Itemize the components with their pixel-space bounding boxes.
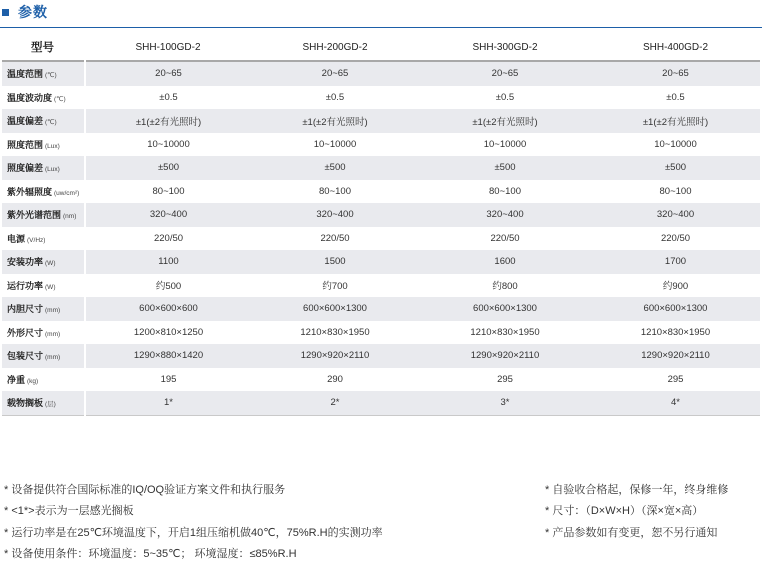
row-label-text: 温度偏差 [7, 116, 44, 127]
table-cell: 1100 [85, 250, 251, 274]
table-cell: 约800 [419, 274, 591, 298]
table-row [2, 203, 760, 227]
table-row [2, 344, 760, 368]
table-cell: 1600 [419, 250, 591, 274]
notes-right [545, 480, 728, 544]
row-label-text: 紫外辐照度 [7, 186, 53, 197]
table-cell: 600×600×1300 [251, 297, 419, 321]
row-label [2, 86, 85, 110]
table-cell: 320~400 [591, 203, 760, 227]
table-row [2, 274, 760, 298]
row-label [2, 297, 85, 321]
row-label [2, 391, 85, 415]
header-divider [0, 27, 762, 28]
table-cell: ±500 [591, 156, 760, 180]
table-row [2, 180, 760, 204]
table-cell: 1290×920×2110 [591, 344, 760, 368]
table-row [2, 297, 760, 321]
table-cell: ±1(±2有光照时) [419, 109, 591, 133]
section-title: 参数 [18, 4, 48, 20]
note-item: * 设备提供符合国际标准的IQ/OQ验证方案文件和执行服务 [4, 484, 286, 496]
table-cell: ±500 [419, 156, 591, 180]
table-row [2, 321, 760, 345]
row-label [2, 180, 85, 204]
table-cell: 10~10000 [251, 133, 419, 157]
table-cell: ±1(±2有光照时) [591, 109, 760, 133]
table-row [2, 368, 760, 392]
table-cell: 10~10000 [419, 133, 591, 157]
table-cell: 20~65 [419, 61, 591, 86]
table-row [2, 156, 760, 180]
row-label-text: 载物搁板 [7, 398, 44, 409]
column-header-model-2: SHH-200GD-2 [251, 34, 419, 61]
table-cell: 600×600×1300 [591, 297, 760, 321]
note-item: * 运行功率是在25℃环境温度下，开启1组压缩机做40℃，75%R.H的实测功率 [4, 526, 383, 539]
table-cell: 10~10000 [591, 133, 760, 157]
row-label-unit: (mm) [45, 330, 61, 338]
row-label-unit: (kg) [27, 377, 39, 385]
table-cell: 1* [85, 391, 251, 415]
table-cell: 220/50 [591, 227, 760, 251]
notes-left [4, 480, 383, 565]
table-cell: 1700 [591, 250, 760, 274]
row-label-text: 安装功率 [7, 257, 44, 268]
table-cell: 80~100 [419, 180, 591, 204]
row-label [2, 133, 85, 157]
table-cell: 1290×920×2110 [251, 344, 419, 368]
table-row [2, 133, 760, 157]
table-row [2, 109, 760, 133]
row-label-unit: (nm) [63, 213, 77, 221]
row-label [2, 274, 85, 298]
table-cell: ±1(±2有光照时) [251, 109, 419, 133]
table-cell: ±500 [251, 156, 419, 180]
section-header [2, 0, 48, 24]
table-cell: 320~400 [85, 203, 251, 227]
table-cell: 1290×920×2110 [419, 344, 591, 368]
row-label-unit: (层) [45, 401, 56, 409]
row-label-unit: (W) [45, 283, 56, 291]
row-label-text: 照度偏差 [7, 163, 44, 174]
table-cell: 20~65 [85, 61, 251, 86]
spec-table-body [2, 61, 760, 415]
table-cell: ±1(±2有光照时) [85, 109, 251, 133]
column-header-model: 型号 [2, 34, 85, 61]
table-cell: 220/50 [251, 227, 419, 251]
table-row [2, 250, 760, 274]
note-item: * 尺寸：（D×W×H）（深×宽×高） [545, 505, 704, 518]
table-cell: 20~65 [251, 61, 419, 86]
row-label [2, 227, 85, 251]
row-label-text: 运行功率 [7, 280, 44, 291]
row-label [2, 344, 85, 368]
table-cell: 约900 [591, 274, 760, 298]
row-label-text: 外形尺寸 [7, 327, 44, 338]
row-label [2, 321, 85, 345]
table-row [2, 227, 760, 251]
row-label-unit: (W) [45, 260, 56, 268]
table-cell: 195 [85, 368, 251, 392]
table-cell: 600×600×600 [85, 297, 251, 321]
table-cell: 4* [591, 391, 760, 415]
row-label-text: 电源 [7, 233, 26, 244]
row-label [2, 250, 85, 274]
note-item: * <1*>表示为一层感光搁板 [4, 505, 134, 518]
table-cell: 10~10000 [85, 133, 251, 157]
row-label-text: 包装尺寸 [7, 351, 44, 362]
row-label-unit: (Lux) [45, 142, 60, 150]
row-label-text: 温度范围 [7, 69, 44, 80]
column-header-model-4: SHH-400GD-2 [591, 34, 760, 61]
note-item: * 设备使用条件：环境温度：5~35℃； 环境湿度：≤85%R.H [4, 547, 297, 560]
table-cell: ±0.5 [251, 86, 419, 110]
table-cell: 320~400 [251, 203, 419, 227]
note-item: * 自验收合格起，保修一年，终身维修 [545, 484, 729, 496]
table-cell: ±0.5 [591, 86, 760, 110]
row-label-text: 紫外光谱范围 [7, 210, 62, 221]
row-label-text: 温度波动度 [7, 92, 53, 103]
table-cell: 1210×830×1950 [591, 321, 760, 345]
row-label-text: 净重 [7, 374, 26, 385]
table-cell: ±0.5 [85, 86, 251, 110]
row-label-unit: (V/Hz) [27, 236, 46, 244]
table-cell: ±500 [85, 156, 251, 180]
column-header-model-1: SHH-100GD-2 [85, 34, 251, 61]
table-header-row [2, 34, 760, 61]
row-label-unit: (Lux) [45, 166, 60, 174]
row-label-unit: (℃) [45, 72, 57, 80]
row-label-unit: (℃) [45, 119, 57, 127]
table-cell: 约500 [85, 274, 251, 298]
table-cell: 80~100 [251, 180, 419, 204]
row-label-unit: (℃) [54, 95, 66, 103]
row-label [2, 368, 85, 392]
table-cell: 290 [251, 368, 419, 392]
row-label [2, 109, 85, 133]
note-item: * 产品参数如有变更，恕不另行通知 [545, 526, 718, 539]
table-cell: 600×600×1300 [419, 297, 591, 321]
row-label [2, 203, 85, 227]
row-label-unit: (uw/cm²) [54, 189, 80, 197]
table-cell: 1210×830×1950 [251, 321, 419, 345]
table-cell: 1210×830×1950 [419, 321, 591, 345]
table-cell: 80~100 [85, 180, 251, 204]
section-marker-icon [2, 9, 9, 16]
row-label-unit: (mm) [45, 307, 61, 315]
table-cell: 3* [419, 391, 591, 415]
table-row [2, 61, 760, 86]
row-label-unit: (mm) [45, 354, 61, 362]
row-label [2, 61, 85, 86]
table-cell: 1290×880×1420 [85, 344, 251, 368]
row-label [2, 156, 85, 180]
table-cell: 320~400 [419, 203, 591, 227]
table-cell: 1200×810×1250 [85, 321, 251, 345]
spec-table [2, 34, 760, 416]
table-cell: ±0.5 [419, 86, 591, 110]
table-cell: 80~100 [591, 180, 760, 204]
table-cell: 2* [251, 391, 419, 415]
table-cell: 220/50 [85, 227, 251, 251]
table-cell: 295 [419, 368, 591, 392]
table-cell: 295 [591, 368, 760, 392]
table-cell: 20~65 [591, 61, 760, 86]
row-label-text: 内胆尺寸 [7, 304, 44, 315]
table-cell: 1500 [251, 250, 419, 274]
row-label-text: 照度范围 [7, 139, 44, 150]
table-row [2, 86, 760, 110]
table-cell: 220/50 [419, 227, 591, 251]
column-header-model-3: SHH-300GD-2 [419, 34, 591, 61]
table-row [2, 391, 760, 415]
table-cell: 约700 [251, 274, 419, 298]
